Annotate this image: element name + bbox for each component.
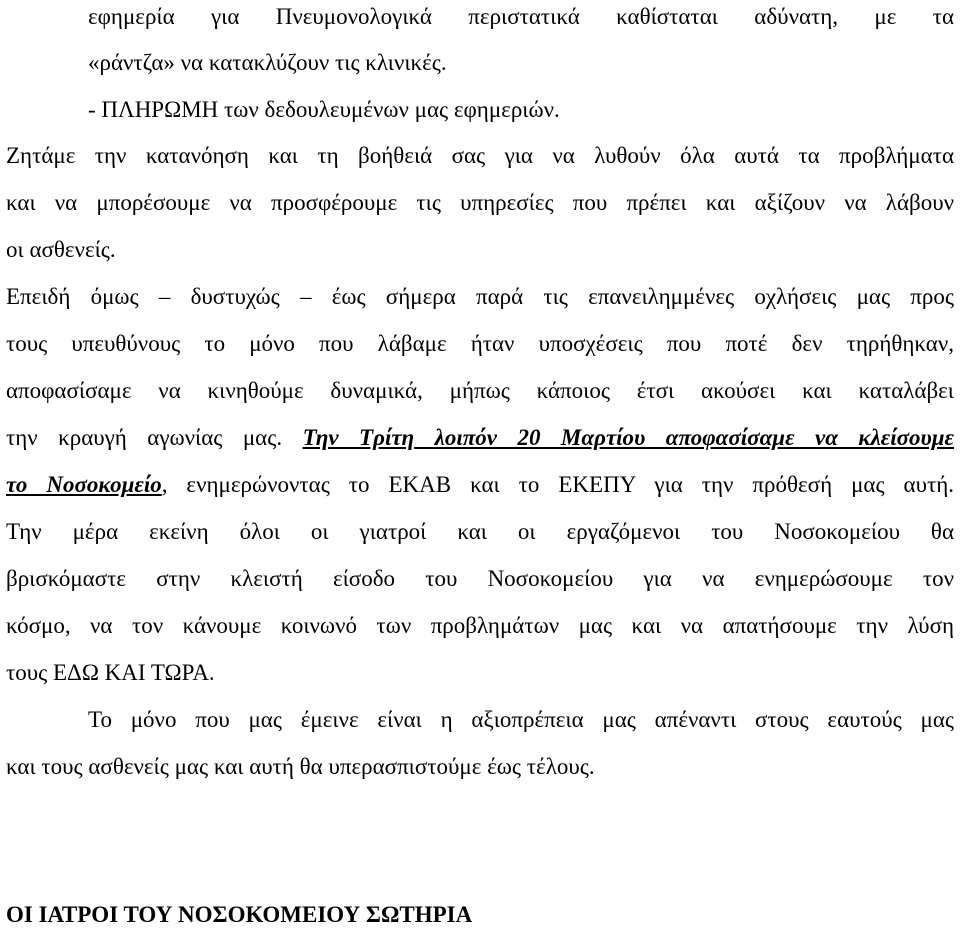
text-line-announcement <box>6 423 954 453</box>
text-line: Επειδή όμως – δυστυχώς – έως σήμερα παρά τις επανειλημμένες οχλήσεις μας προς <box>6 284 954 309</box>
closing-paragraph-line: και τους ασθενείς μας και αυτή θα υπερασπιστούμε έως τέλους. <box>6 754 595 779</box>
text-line: εφημερία για Πνευμονολογικά περιστατικά καθίσταται αδύνατη, με τα <box>88 4 954 29</box>
emphasized-announcement: το Νοσοκομείο <box>6 472 162 497</box>
text-line: Ζητάμε την κατανόηση και τη βοήθειά σας για να λυθούν όλα αυτά τα προβλήματα <box>6 143 954 168</box>
text-line: βρισκόμαστε στην κλειστή είσοδο του Νοσοκομείου για να ενημερώσουμε τον <box>6 566 954 591</box>
text-line: «ράντζα» να κατακλύζουν τις κλινικές. <box>88 50 447 75</box>
text-line: οι ασθενείς. <box>6 237 116 262</box>
plain-text: , ενημερώνοντας το ΕΚΑΒ και το ΕΚΕΠΥ για την πρόθεσή μας αυτή. <box>161 472 954 497</box>
text-line: τους ΕΔΩ ΚΑΙ ΤΩΡΑ. <box>6 660 215 685</box>
closing-paragraph-line: Το μόνο που μας έμεινε είναι η αξιοπρέπεια μας απέναντι στους εαυτούς μας <box>88 707 954 732</box>
list-item-payment: - ΠΛΗΡΩΜΗ των δεδουλευμένων μας εφημεριών. <box>88 97 560 122</box>
text-line: αποφασίσαμε να κινηθούμε δυναμικά, μήπως κάποιος έτσι ακούσει και καταλάβει <box>6 378 954 403</box>
emphasized-announcement: Την Τρίτη λοιπόν 20 Μαρτίου αποφασίσαμε να κλείσουμε <box>302 425 954 450</box>
text-line: Την μέρα εκείνη όλοι οι γιατροί και οι εργαζόμενοι του Νοσοκομείου θα <box>6 519 954 544</box>
text-line-announcement <box>6 470 954 500</box>
signature: ΟΙ ΙΑΤΡΟΙ ΤΟΥ ΝΟΣΟΚΟΜΕΙΟΥ ΣΩΤΗΡΙΑ <box>6 902 473 927</box>
text-line: και να μπορέσουμε να προσφέρουμε τις υπηρεσίες που πρέπει και αξίζουν να λάβουν <box>6 190 954 215</box>
plain-text: την κραυγή αγωνίας μας. <box>6 425 303 450</box>
text-line: κόσμο, να τον κάνουμε κοινωνό των προβλημάτων μας και να απατήσουμε την λύση <box>6 613 954 638</box>
text-line: τους υπευθύνους το μόνο που λάβαμε ήταν υποσχέσεις που ποτέ δεν τηρήθηκαν, <box>6 331 954 356</box>
